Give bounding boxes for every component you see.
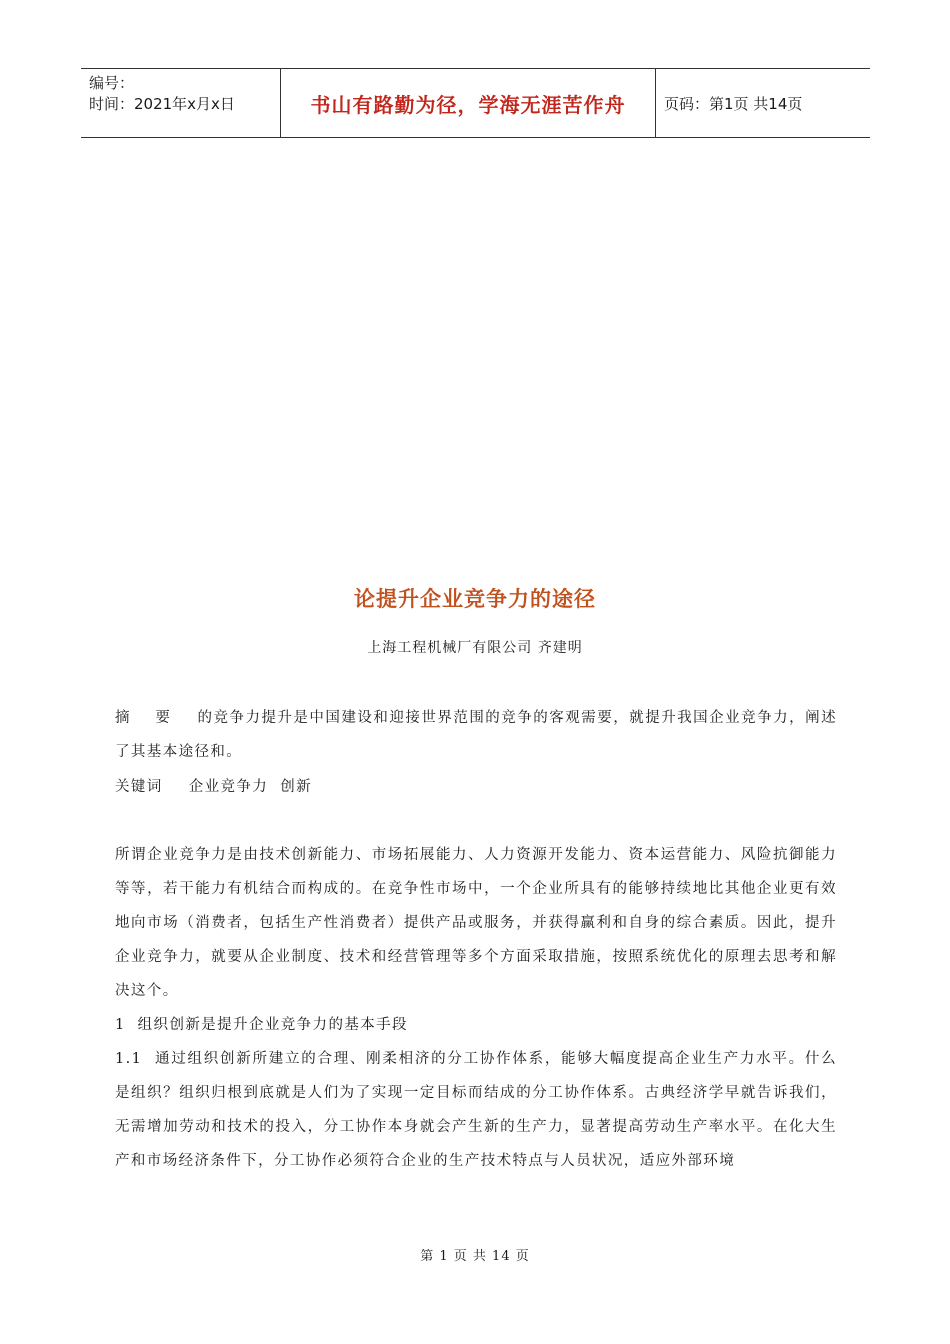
- abstract-label: 摘 要: [115, 710, 172, 726]
- article-author: 上海工程机械厂有限公司 齐建明: [367, 640, 583, 656]
- header-page-info: 页码：第1页 共14页: [664, 94, 803, 113]
- page-footer: 第 1 页 共 14 页: [420, 1249, 530, 1264]
- document-time-label: 时间：2021年x月x日: [89, 95, 235, 113]
- body-paragraph: 1.1 通过组织创新所建立的合理、刚柔相济的分工协作体系，能够大幅度提高企业生产力水平。什么是组织？组织归根到底就是人们为了实现一定目标而结成的分工协作体系。古典经济学早就告诉我们，无需增加劳动和技术的投入，分工协作本身就会产生新的生产力，显著提高劳动生产率水平。在化大生产和市场经济条件下，分工协作必须符合企业的生产技术特点与人员状况，适应外部环境: [115, 1051, 837, 1169]
- header-motto: 书山有路勤为径，学海无涯苦作舟: [310, 92, 626, 117]
- header-meta-cell: [81, 69, 281, 137]
- document-number-label: 编号：: [89, 74, 135, 92]
- header-page-cell: [656, 69, 870, 137]
- header-motto-cell: [281, 69, 656, 137]
- abstract-text: 的竞争力提升是中国建设和迎接世界范围的竞争的客观需要，就提升我国企业竞争力，阐述了其基本途径和。: [115, 710, 838, 760]
- article-title: 论提升企业竞争力的途径: [354, 586, 596, 611]
- keywords: [115, 770, 837, 804]
- abstract: [115, 701, 837, 769]
- document-header: [81, 68, 870, 138]
- body-paragraph: 所谓企业竞争力是由技术创新能力、市场拓展能力、人力资源开发能力、资本运营能力、风险抗御能力等等，若干能力有机结合而构成的。在竞争性市场中，一个企业所具有的能够持续地比其他企业更有效地向市场（消费者，包括生产性消费者）提供产品或服务，并获得赢利和自身的综合素质。因此，提升企业竞争力，就要从企业制度、技术和经营管理等多个方面采取措施，按照系统优化的原理去思考和解决这个。: [115, 847, 837, 999]
- keywords-label: 关键词: [115, 779, 163, 795]
- section-heading: 1 组织创新是提升企业竞争力的基本手段: [115, 1017, 408, 1033]
- keywords-text: 企业竞争力 创新: [188, 779, 313, 795]
- article-body: [115, 838, 837, 1178]
